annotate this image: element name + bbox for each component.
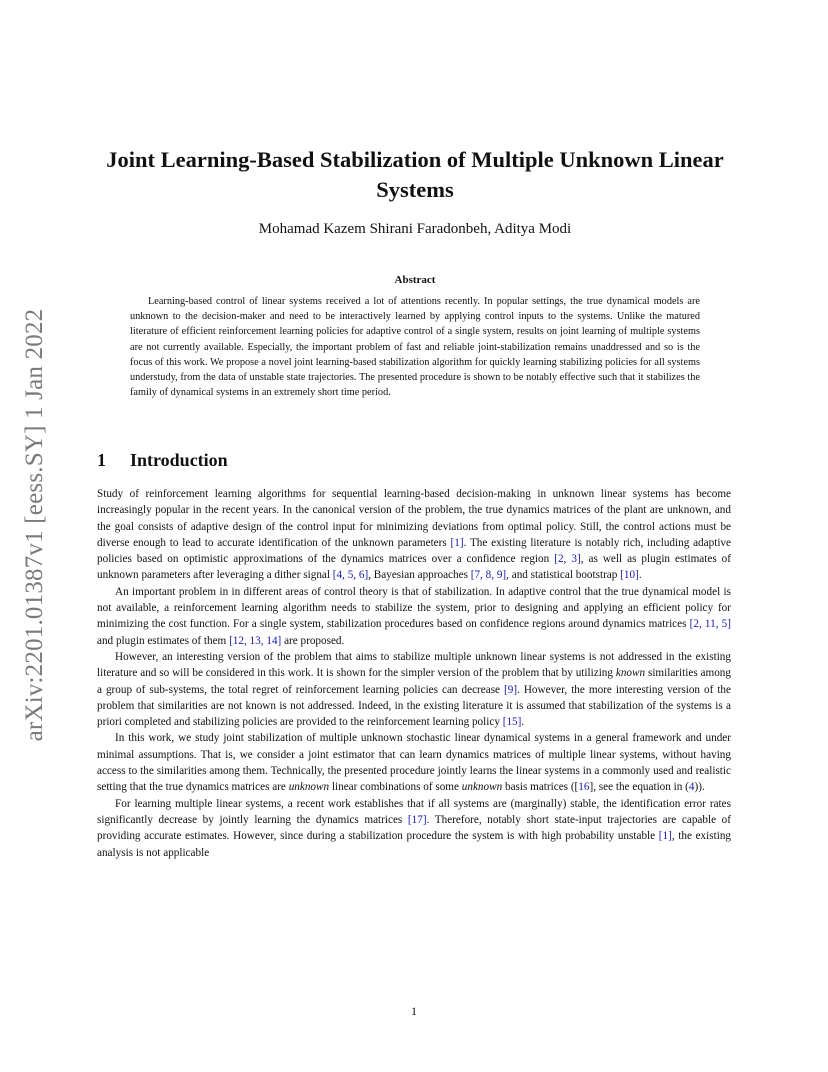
text-run: For learning multiple linear systems, a recent work establishes that if all systems are (marginally) stable, the identification error rates significantly decrease by jointly learning the dynamics matrices: [97, 797, 731, 826]
section-heading: [97, 450, 228, 471]
text-run: are proposed.: [281, 634, 345, 647]
text-run: An important problem in in different areas of control theory is that of stabilization. In adaptive control that the true dynamical model is not available, a reinforcement learning algorithm needs to stabilize the system, prior to designing and applying an efficient policy for minimizing the cost function. For a single system, stabilization procedures based on confidence regions around dynamics matrices: [97, 585, 731, 631]
citation-link[interactable]: [1]: [450, 536, 464, 549]
citation-link[interactable]: [1]: [658, 830, 672, 843]
page-number: 1: [411, 1004, 417, 1018]
section-number: 1: [97, 450, 106, 470]
introduction-body: [97, 486, 731, 861]
text-run: Study of reinforcement learning algorithms for sequential learning-based decision-making in unknown linear systems has become increasingly popular in the recent years. In the canonical version of the problem, the true dynamics matrices of the plant are unknown, and the goal consists of adaptive design of the control input for minimizing deviations from optimal policy. Still, the control actions must be diverse enough to lead to accurate identification of the unknown parameters: [97, 488, 731, 549]
paragraph-4: [97, 730, 731, 795]
citation-link[interactable]: [2, 3]: [554, 553, 581, 566]
equation-reference-link[interactable]: 4: [688, 781, 695, 794]
emphasis-text: known: [615, 667, 646, 680]
text-run: basis matrices ([: [502, 781, 579, 794]
text-run: In this work, we study joint stabilization of multiple unknown stochastic linear dynamical systems in a general framework and under minimal assumptions. That is, we consider a joint estimator that can learn dynamics matrices of multiple linear systems, without having access to the similarities among them. Technically, the presented procedure jointly learns the linear systems in a commonly used and realistic setting that the true dynamics matrices are: [97, 732, 731, 794]
text-run: However, an interesting version of the problem that aims to stabilize multiple unknown linear systems is not addressed in the existing literature and so will be considered in this work. It is shown for the simpler version of the problem that by utilizing: [97, 650, 731, 680]
author-list: Mohamad Kazem Shirani Faradonbeh, Aditya Modi: [258, 221, 572, 237]
citation-link[interactable]: [12, 13, 14]: [229, 634, 282, 647]
text-run: similarities among a group of sub-systems, the total regret of reinforcement learning policies can decrease: [97, 667, 731, 696]
arxiv-identifier: [22, 290, 48, 760]
citation-link[interactable]: [2, 11, 5]: [689, 618, 731, 631]
text-run: , Bayesian approaches: [368, 569, 471, 582]
text-run: , and statistical bootstrap: [506, 569, 621, 582]
arxiv-identifier-text: arXiv:2201.01387v1 [eess.SY] 1 Jan 2022: [21, 308, 48, 742]
emphasis-text: unknown: [288, 781, 330, 794]
abstract-text: Learning-based control of linear systems received a lot of attentions recently. In popular settings, the true dynamical models are unknown to the decision-maker and need to be interactively learned by applying control inputs to the systems. Unlike the matured literature of efficient reinforcement learning policies for adaptive control of a single system, results on joint learning of multiple systems are not currently available. Especially, the important problem of fast and reliable joint-stabilization remains unaddressed and so is the focus of this work. We propose a novel joint learning-based stabilization algorithm for quickly learning stabilizing policies for all systems understudy, from the data of unstable state trajectories. The presented procedure is shown to be notably effective such that it stabilizes the family of dynamical systems in an extremely short time period.: [130, 296, 700, 399]
text-run: . Therefore, notably short state-input trajectories are capable of providing accurate estimates. However, since during a stabilization procedure the system is with high probability unstable: [97, 813, 731, 843]
text-run: .: [521, 716, 525, 729]
emphasis-text: unknown: [461, 781, 503, 794]
paragraph-3: [97, 649, 731, 730]
paragraph-2: [97, 584, 731, 649]
text-run: ], see the equation in (: [589, 781, 689, 794]
citation-link[interactable]: [9]: [504, 683, 518, 696]
text-run: . However, the more interesting version of the problem that similarities are not known is not addressed. Indeed, in the existing literature it is assumed that stabilization of the systems is a priori completed and stabilizing policies are provided to the reinforcement learning policy: [97, 683, 731, 729]
citation-link[interactable]: [15]: [502, 716, 522, 729]
citation-link[interactable]: [17]: [407, 813, 427, 826]
text-run: )).: [694, 781, 705, 794]
text-run: .: [638, 569, 642, 582]
text-run: , the existing analysis is not applicable: [97, 830, 732, 859]
text-run: and plugin estimates of them: [97, 634, 230, 647]
abstract-heading: Abstract: [394, 274, 436, 286]
citation-link[interactable]: 16: [578, 781, 590, 794]
paragraph-5: [97, 796, 731, 861]
text-run: . The existing literature is notably rich, including adaptive policies based on optimistic approximations of the dynamics matrices over a confidence region: [97, 536, 731, 566]
citation-link[interactable]: [4, 5, 6]: [332, 569, 369, 582]
paper-title: Joint Learning-Based Stabilization of Multiple Unknown Linear Systems: [106, 147, 724, 202]
text-run: , as well as plugin estimates of unknown parameters after leveraging a dither signal: [97, 553, 732, 582]
citation-link[interactable]: [10]: [620, 569, 639, 582]
citation-link[interactable]: [7, 8, 9]: [470, 569, 507, 582]
text-run: linear combinations of some: [329, 781, 462, 794]
paragraph-1: [97, 486, 731, 584]
section-title: Introduction: [130, 450, 228, 470]
